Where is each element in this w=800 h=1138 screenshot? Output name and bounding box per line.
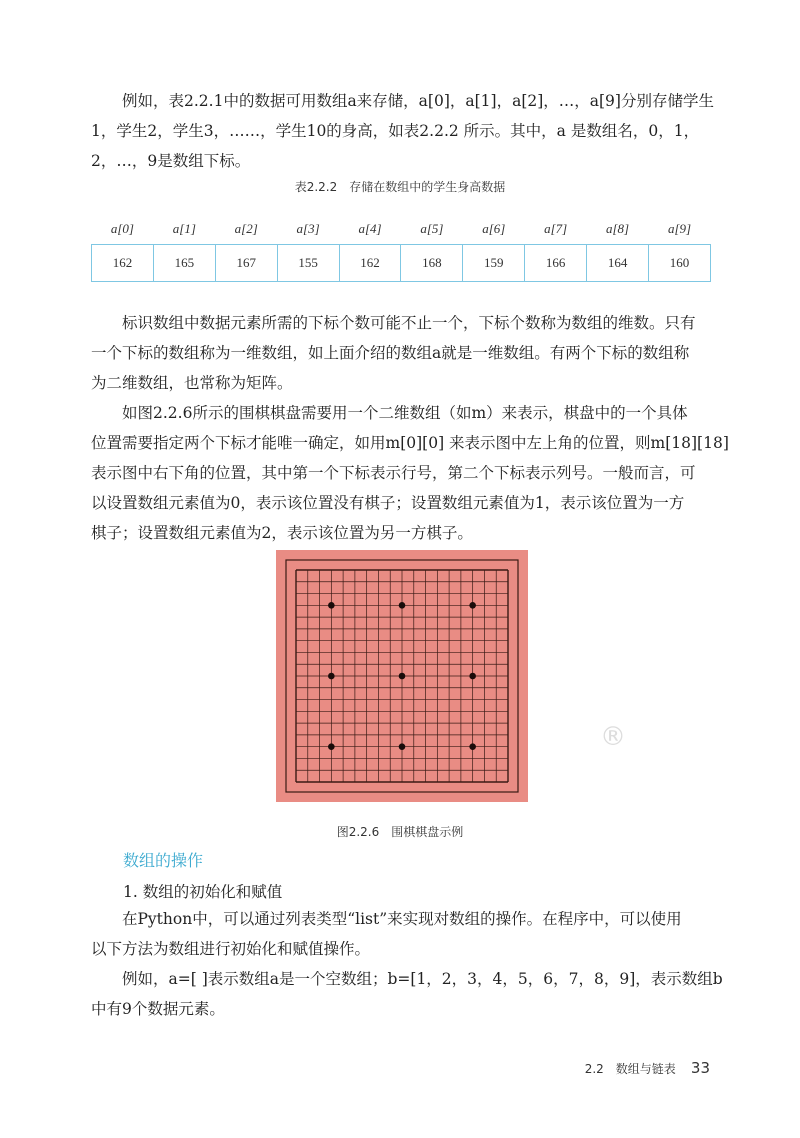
text-line: 为二维数组，也常称为矩阵。	[91, 374, 293, 392]
header-cell: a[4]	[358, 221, 382, 236]
text-line: 例如，a=[ ]表示数组a是一个空数组；b=[1，2，3，4，5，6，7，8，9]，表示数组b	[122, 970, 723, 988]
text-line: 表示图中右下角的位置，其中第一个下标表示行号，第二个下标表示列号。一般而言，可	[91, 464, 696, 482]
star-point	[399, 602, 406, 609]
text-line: 在Python中，可以通过列表类型“list”来实现对数组的操作。在程序中，可以使用	[122, 910, 682, 928]
table-row	[92, 245, 711, 282]
header-cell: a[8]	[606, 221, 630, 236]
registered-mark: ®	[600, 722, 626, 752]
text-line: 一个下标的数组称为一维数组，如上面介绍的数组a就是一维数组。有两个下标的数组称	[91, 344, 690, 362]
header-cell: a[2]	[234, 221, 258, 236]
star-point	[328, 602, 335, 609]
text-line: 以下方法为数组进行初始化和赋值操作。	[91, 940, 371, 958]
text-line: 例如，表2.2.1中的数据可用数组a来存储，a[0]，a[1]，a[2]，…，a[9]分别存储学生	[122, 92, 714, 110]
star-point	[399, 743, 406, 750]
paragraph-array-intro	[91, 86, 713, 176]
table-cell: 166	[525, 245, 587, 282]
header-cell: a[7]	[544, 221, 568, 236]
paragraph-python-list	[91, 904, 713, 964]
table-cell: 162	[92, 245, 154, 282]
text-line: 棋子；设置数组元素值为2，表示该位置为另一方棋子。	[91, 524, 473, 542]
header-cell: a[5]	[420, 221, 444, 236]
text-line: 以设置数组元素值为0，表示该位置没有棋子；设置数组元素值为1，表示该位置为一方	[91, 494, 685, 512]
star-point	[328, 743, 335, 750]
table-cell: 164	[587, 245, 649, 282]
text-line: 如图2.2.6所示的围棋棋盘需要用一个二维数组（如m）来表示，棋盘中的一个具体	[122, 404, 688, 422]
subsection-title: 1. 数组的初始化和赋值	[123, 883, 283, 901]
table-cell: 167	[215, 245, 277, 282]
go-board-figure	[276, 550, 528, 802]
table-caption: 表2.2.2 存储在数组中的学生身高数据	[294, 180, 506, 194]
header-cell: a[0]	[110, 221, 134, 236]
table-cell: 162	[339, 245, 401, 282]
text-line: 1，学生2，学生3，……，学生10的身高，如表2.2.2 所示。其中，a 是数组名，0，1，	[91, 122, 700, 140]
page-footer	[585, 1058, 710, 1077]
header-cell: a[3]	[296, 221, 320, 236]
header-cell: a[1]	[172, 221, 196, 236]
section-title: 数组的操作	[123, 851, 204, 870]
table-cell: 160	[649, 245, 711, 282]
go-board	[276, 550, 528, 802]
text-line: 2，…，9是数组下标。	[91, 152, 251, 170]
header-cell: a[6]	[482, 221, 506, 236]
page-number: 33	[690, 1059, 710, 1077]
text-line: 位置需要指定两个下标才能唯一确定，如用m[0][0] 来表示图中左上角的位置，则m[18][18]	[91, 434, 729, 452]
table-cell: 155	[277, 245, 339, 282]
table-cell: 168	[401, 245, 463, 282]
student-height-table	[91, 214, 711, 282]
paragraph-example	[91, 964, 723, 1024]
star-point	[469, 743, 476, 750]
table-cell: 159	[463, 245, 525, 282]
paragraph-array-dimension	[91, 308, 713, 398]
footer-section: 2.2 数组与链表	[584, 1062, 676, 1076]
table-cell: 165	[153, 245, 215, 282]
star-point	[399, 673, 406, 680]
header-cell: a[9]	[667, 221, 692, 236]
star-point	[469, 602, 476, 609]
text-line: 标识数组中数据元素所需的下标个数可能不止一个，下标个数称为数组的维数。只有	[122, 314, 696, 332]
paragraph-go-board	[91, 398, 729, 548]
text-line: 中有9个数据元素。	[91, 1000, 225, 1018]
table-header-row	[92, 214, 711, 245]
star-point	[328, 673, 335, 680]
star-point	[469, 673, 476, 680]
figure-caption: 图2.2.6 围棋棋盘示例	[336, 825, 464, 839]
